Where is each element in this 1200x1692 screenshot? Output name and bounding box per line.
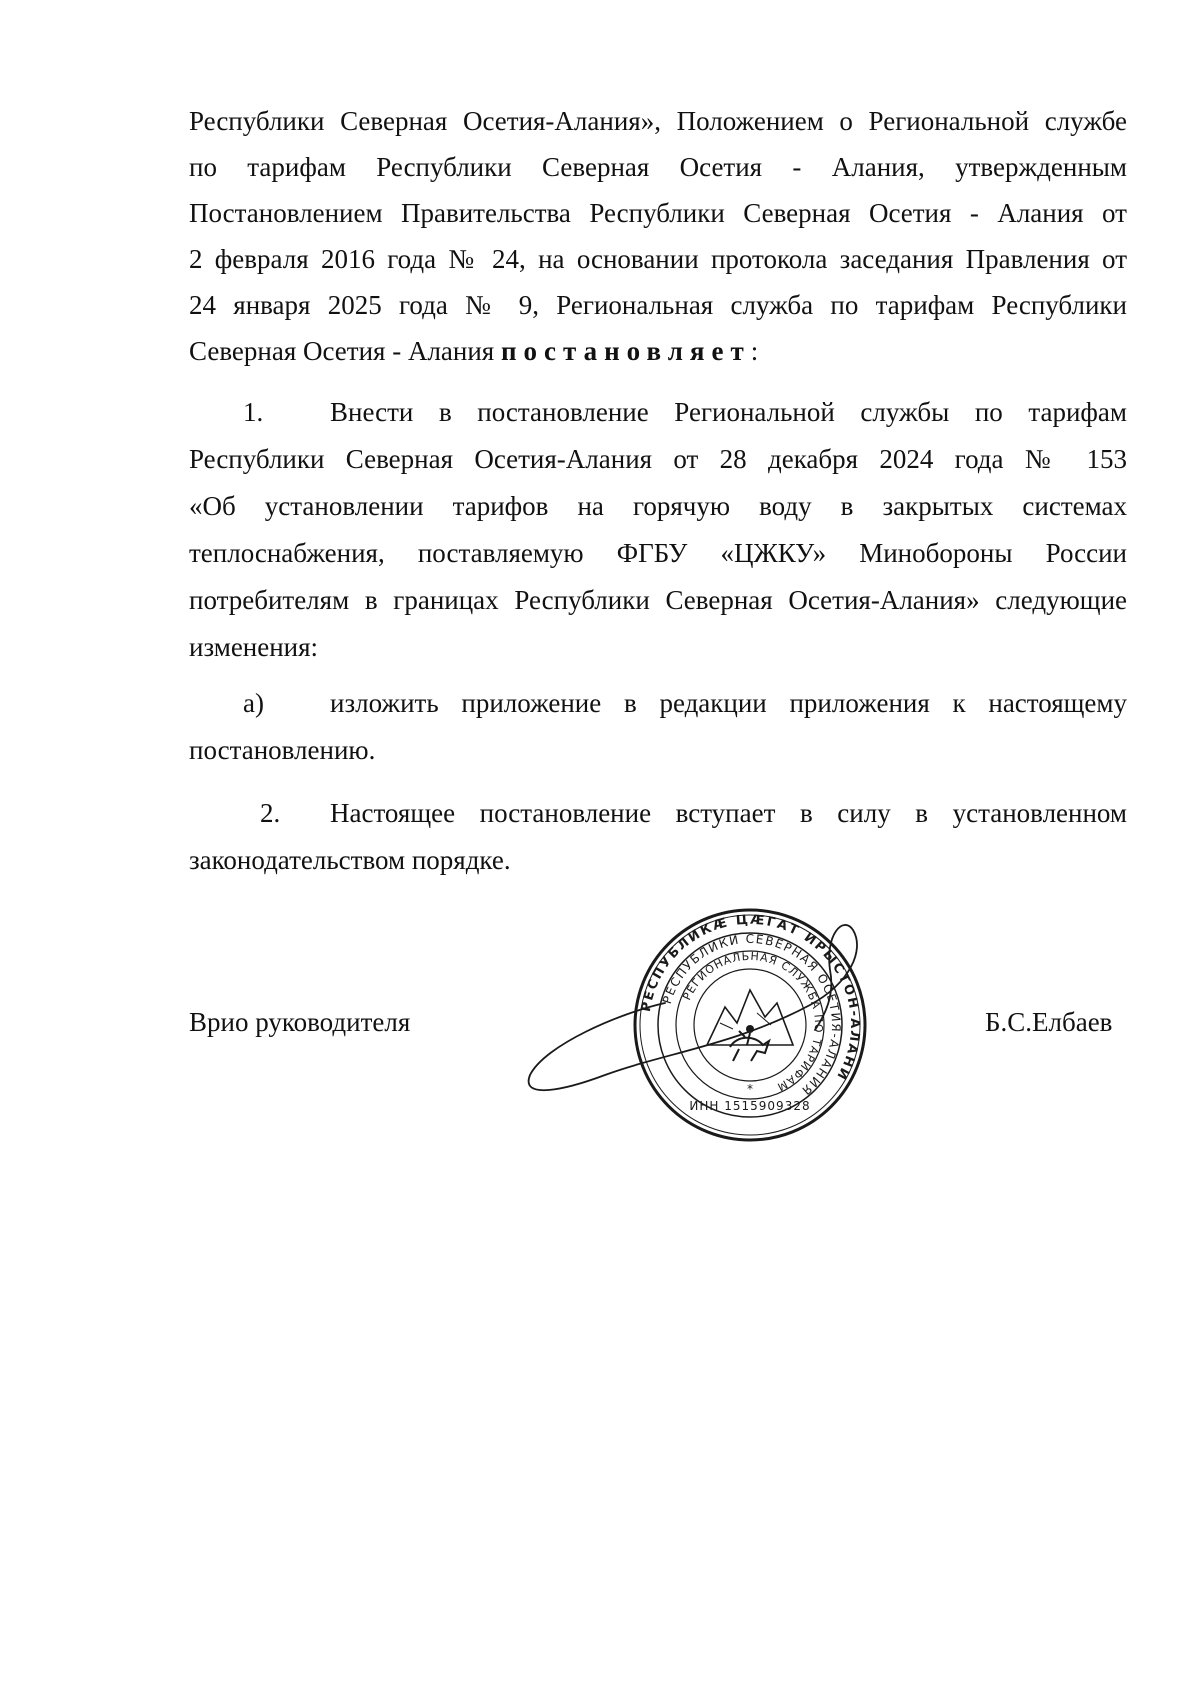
preamble-last-line-prefix: Северная Осетия - Алания	[189, 336, 501, 366]
official-seal-stamp	[525, 895, 875, 1155]
item-a-marker: а)	[243, 688, 264, 718]
item-1-line-6: изменения:	[189, 632, 319, 662]
item-1-line-2: Республики Северная Осетия-Алания от 28 декабря 2024 года № 153	[189, 444, 1127, 474]
seal-star-icon: *	[747, 1082, 753, 1096]
item-a-line-1: изложить приложение в редакции приложения к настоящему	[330, 688, 1127, 718]
preamble-last-line-suffix: :	[750, 336, 759, 366]
item-2-line-2: законодательством порядке.	[189, 845, 511, 875]
item-1-line-1: Внести в постановление Региональной службы по тарифам	[330, 397, 1127, 427]
preamble-line-3: Постановлением Правительства Республики Северная Осетия - Алания от	[189, 198, 1127, 228]
coat-of-arms-emblem	[707, 990, 793, 1061]
preamble-line-5: 24 января 2025 года № 9, Региональная служба по тарифам Республики	[189, 290, 1127, 320]
preamble-line-4: 2 февраля 2016 года № 24, на основании протокола заседания Правления от	[189, 244, 1127, 274]
seal-inner-ring-text: РЕГИОНАЛЬНАЯ СЛУЖБА ПО ТАРИФАМ	[680, 949, 826, 1094]
item-1-line-4: теплоснабжения, поставляемую ФГБУ «ЦЖКУ» Минобороны России	[189, 538, 1127, 568]
svg-text:РЕГИОНАЛЬНАЯ СЛУЖБА ПО ТАРИФАМ	[680, 950, 825, 1094]
preamble-line-6	[189, 334, 1127, 368]
item-1-line-5: потребителям в границах Республики Северная Осетия-Алания» следующие	[189, 585, 1127, 615]
seal-inn-text: ИНН 1515909328	[689, 1099, 811, 1113]
preamble-line-1: Республики Северная Осетия-Алания», Положением о Региональной службе	[189, 106, 1127, 136]
seal-middle-ring-text: РЕСПУБЛИКИ СЕВЕРНАЯ ОСЕТИЯ-АЛАНИЯ	[659, 931, 844, 1099]
decree-word: постановляет	[500, 336, 751, 366]
seal-outer-ring-text: РЕСПУБЛИКÆ ЦÆГАТ ИРЫСТОН-АЛАНИ	[638, 912, 863, 1084]
item-1-line-3: «Об установлении тарифов на горячую воду в закрытых системах	[189, 491, 1127, 521]
signatory-position: Врио руководителя	[189, 1007, 411, 1037]
item-1-number: 1.	[243, 397, 264, 427]
signatory-name: Б.С.Елбаев	[985, 1007, 1113, 1037]
item-a-line-2: постановлению.	[189, 735, 376, 765]
item-2-line-1: Настоящее постановление вступает в силу в установленном	[330, 798, 1127, 828]
item-2-number: 2.	[260, 798, 281, 828]
preamble-line-2: по тарифам Республики Северная Осетия - Алания, утвержденным	[189, 152, 1127, 182]
